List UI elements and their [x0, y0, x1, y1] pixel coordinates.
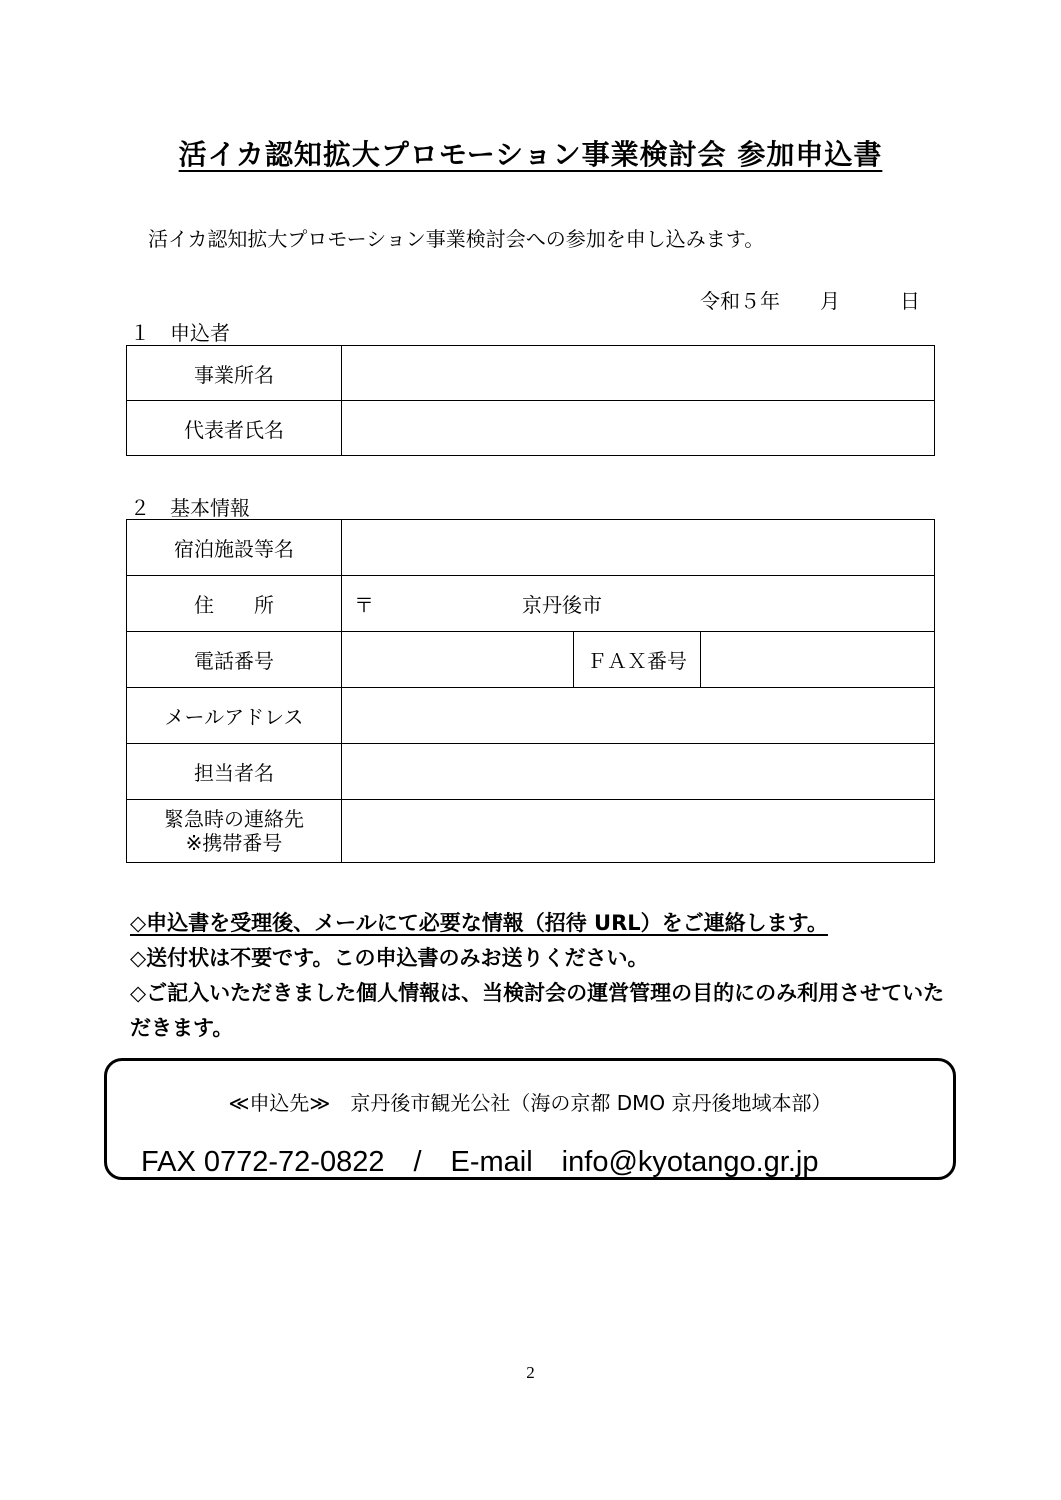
- table-row: [127, 520, 935, 576]
- table-row: [127, 744, 935, 800]
- phone-fax-inner: [342, 632, 934, 687]
- emergency-label-line1: 緊急時の連絡先: [164, 807, 304, 831]
- note-item: ◇申込書を受理後、メールにて必要な情報（招待 URL）をご連絡します。: [130, 911, 828, 935]
- table-row: [127, 401, 935, 456]
- phone-fax-cell: [342, 632, 935, 688]
- basic-info-table: [126, 519, 935, 863]
- notes: [130, 906, 950, 1046]
- contact-heading: ≪申込先≫ 京丹後市観光公社（海の京都 DMO 京丹後地域本部）: [228, 1091, 832, 1115]
- page-number: 2: [526, 1363, 535, 1382]
- address-city: 京丹後市: [522, 593, 602, 617]
- table-row: [127, 632, 935, 688]
- phone-label: 電話番号: [127, 632, 342, 688]
- table-row: [127, 800, 935, 863]
- business-name-label: 事業所名: [127, 346, 342, 401]
- form-title-text: 活イカ認知拡大プロモーション事業検討会 参加申込書: [178, 138, 883, 171]
- intro-text: 活イカ認知拡大プロモーション事業検討会への参加を申し込みます。: [148, 227, 765, 251]
- emergency-contact-label: [127, 800, 342, 863]
- date-line: 令和５年 月 日: [700, 289, 920, 313]
- postal-mark: 〒: [354, 593, 374, 617]
- contact-person-label: 担当者名: [127, 744, 342, 800]
- emergency-contact-field[interactable]: [342, 800, 935, 863]
- address-field[interactable]: [342, 576, 935, 632]
- contact-box: [104, 1058, 956, 1180]
- applicant-table: [126, 345, 935, 456]
- form-title: [0, 133, 1061, 173]
- business-name-field[interactable]: [342, 346, 935, 401]
- emergency-label-line2: ※携帯番号: [185, 831, 283, 855]
- address-label: 住 所: [127, 576, 342, 632]
- section2-heading: ２ 基本情報: [130, 496, 250, 520]
- note-item: ◇ご記入いただきました個人情報は、当検討会の運営管理の目的にのみ利用させていただきます。: [130, 981, 945, 1040]
- table-row: [127, 346, 935, 401]
- phone-field[interactable]: [342, 632, 574, 687]
- representative-name-label: 代表者氏名: [127, 401, 342, 456]
- fax-label: ＦＡＸ番号: [574, 632, 701, 687]
- table-row: [127, 576, 935, 632]
- fax-field[interactable]: [701, 632, 935, 687]
- contact-person-field[interactable]: [342, 744, 935, 800]
- note-item: ◇送付状は不要です。この申込書のみお送りください。: [130, 946, 649, 970]
- representative-name-field[interactable]: [342, 401, 935, 456]
- email-field[interactable]: [342, 688, 935, 744]
- table-row: [127, 688, 935, 744]
- facility-name-label: 宿泊施設等名: [127, 520, 342, 576]
- email-label: メールアドレス: [127, 688, 342, 744]
- contact-fax-email: FAX 0772-72-0822 / E-mail info@kyotango.gr.jp: [141, 1146, 819, 1178]
- facility-name-field[interactable]: [342, 520, 935, 576]
- section1-heading: １ 申込者: [130, 321, 230, 345]
